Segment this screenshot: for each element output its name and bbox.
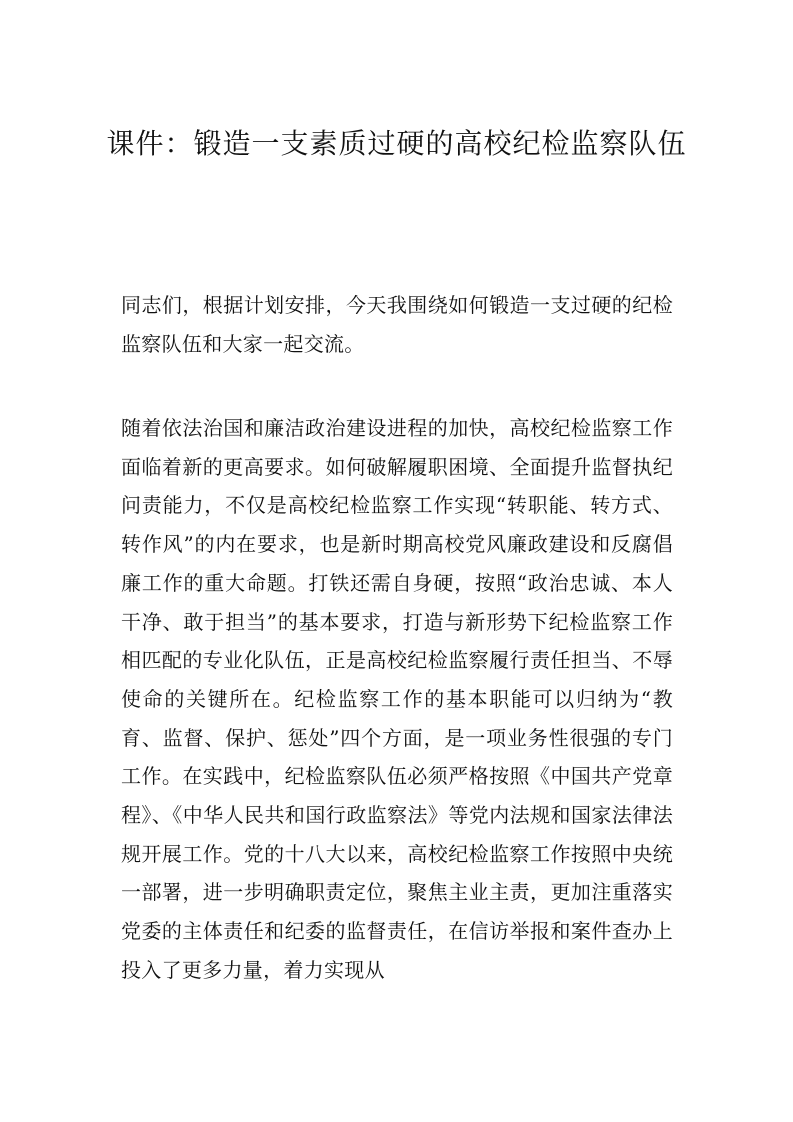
paragraph-body: 随着依法治国和廉洁政治建设进程的加快，高校纪检监察工作面临着新的更高要求。如何破解履职困境、全面提升监督执纪问责能力，不仅是高校纪检监察工作实现“转职能、转方式、转作风”的内在要求，也是新时期高校党风廉政建设和反腐倡廉工作的重大命题。打铁还需自身硬，按照“政治忠诚、本人干净、敢于担当”的基本要求，打造与新形势下纪检监察工作相匹配的专业化队伍，正是高校纪检监察履行责任担当、不辱使命的关键所在。纪检监察工作的基本职能可以归纳为“教育、监督、保护、惩处”四个方面，是一项业务性很强的专门工作。在实践中，纪检监察队伍必须严格按照《中国共产党章程》、《中华人民共和国行政监察法》等党内法规和国家法律法规开展工作。党的十八大以来，高校纪检监察工作按照中央统一部署，进一步明确职责定位，聚焦主业主责，更加注重落实党委的主体责任和纪委的监督责任，在信访举报和案件查办上投入了更多力量，着力实现从 — [121, 416, 673, 982]
paragraph-opening: 同志们，根据计划安排，今天我围绕如何锻造一支过硬的纪检监察队伍和大家一起交流。 — [121, 293, 673, 356]
document-title: 课件：锻造一支素质过硬的高校纪检监察队伍 — [106, 127, 687, 160]
